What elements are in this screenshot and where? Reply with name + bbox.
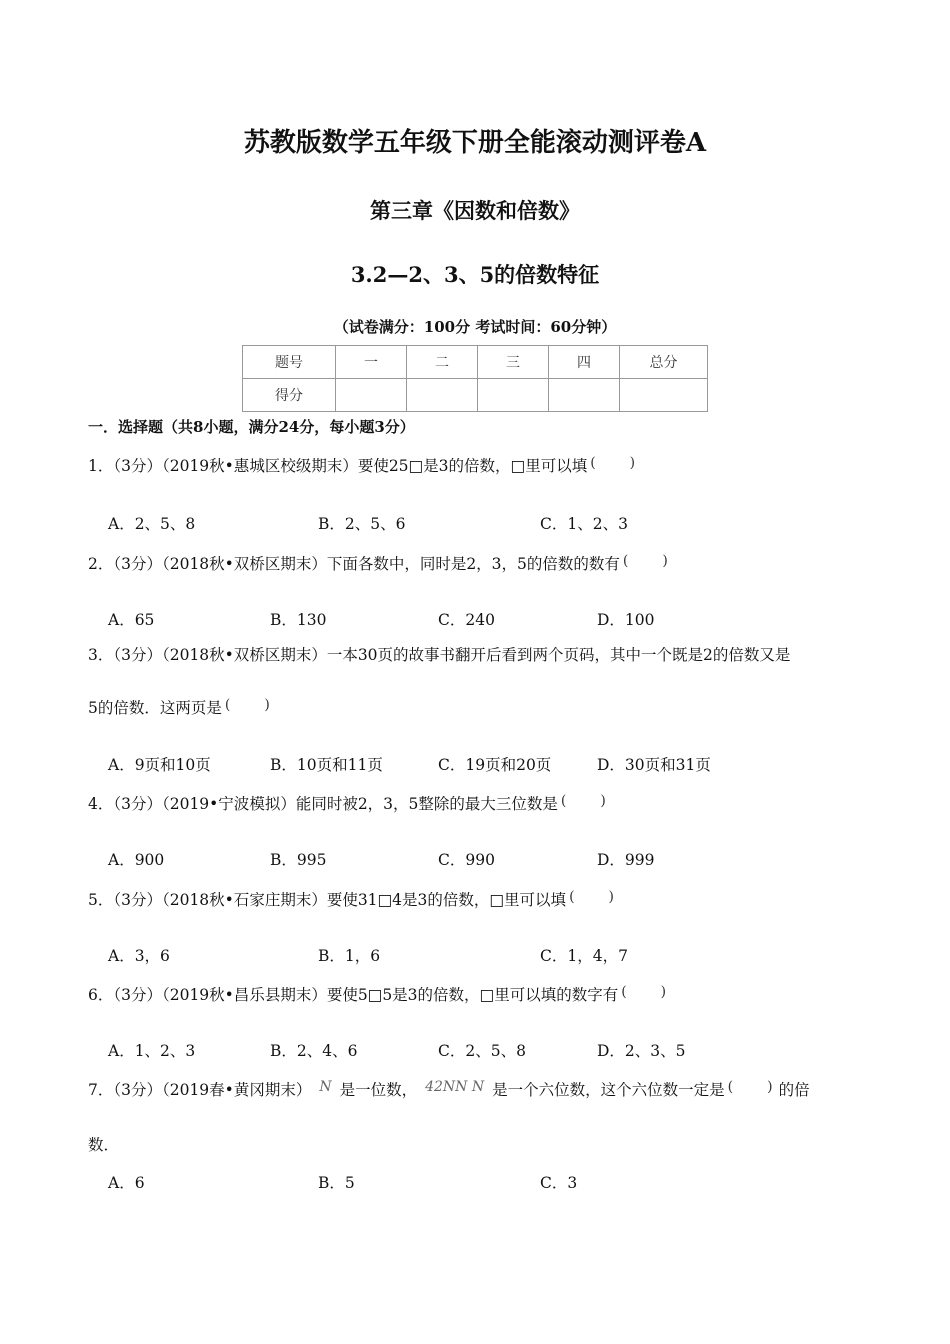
question-stem: 1．（3分）（2019秋•惠城区校级期末）要使25□是3的倍数，□里可以填	[88, 457, 588, 475]
option-c[interactable]: C．1，4，7	[540, 947, 628, 965]
option-b[interactable]: B．1，6	[318, 947, 381, 965]
option-c[interactable]: C．1、2、3	[540, 515, 628, 533]
question-stem: 2．（3分）（2018秋•双桥区期末）下面各数中，同时是2，3，5的倍数的数有	[88, 555, 620, 573]
question-7	[88, 1078, 810, 1100]
score-table-header-row	[243, 346, 708, 379]
option-b[interactable]: B．10页和11页	[270, 756, 383, 774]
question-2	[88, 552, 674, 574]
question-stem-continued: 数．	[88, 1136, 120, 1154]
score-table	[242, 345, 708, 412]
score-header-cell: 三	[478, 346, 549, 379]
question-3-continued	[88, 696, 276, 718]
question-3	[88, 643, 790, 665]
answer-blank[interactable]: ( )	[590, 455, 636, 471]
score-table-score-row	[243, 379, 708, 412]
answer-blank[interactable]: ( )	[224, 697, 270, 713]
chapter-title: 第三章《因数和倍数》	[370, 198, 580, 223]
option-a[interactable]: A．2、5、8	[108, 515, 196, 533]
score-header-cell: 二	[407, 346, 478, 379]
option-b[interactable]: B．2、5、6	[318, 515, 406, 533]
option-a[interactable]: A．3，6	[108, 947, 170, 965]
answer-blank[interactable]: ( )	[622, 553, 668, 569]
question-stem: 5．（3分）（2018秋•石家庄期末）要使31□4是3的倍数，□里可以填	[88, 891, 567, 909]
option-a[interactable]: A．9页和10页	[108, 756, 211, 774]
document-title: 苏教版数学五年级下册全能滚动测评卷A	[243, 128, 707, 158]
score-cell[interactable]	[549, 379, 620, 412]
question-4	[88, 792, 612, 814]
answer-blank[interactable]: ( )	[569, 889, 614, 905]
option-b[interactable]: B．2、4、6	[270, 1042, 358, 1060]
exam-info: （试卷满分：100分 考试时间：60分钟）	[333, 318, 617, 336]
option-d[interactable]: D．2、3、5	[597, 1042, 686, 1060]
question-stem: 7．（3分）（2019春•黄冈期末）	[88, 1081, 312, 1099]
score-header-cell: 四	[549, 346, 620, 379]
variable-n: N	[319, 1079, 332, 1095]
option-a[interactable]: A．1、2、3	[108, 1042, 196, 1060]
option-d[interactable]: D．100	[597, 611, 655, 629]
lesson-title: 3.2—2、3、5的倍数特征	[350, 262, 600, 287]
option-a[interactable]: A．900	[108, 851, 165, 869]
question-5	[88, 888, 620, 910]
option-a[interactable]: A．6	[108, 1174, 145, 1192]
option-d[interactable]: D．999	[597, 851, 655, 869]
option-c[interactable]: C．3	[540, 1174, 578, 1192]
score-header-cell: 一	[336, 346, 407, 379]
score-cell[interactable]	[407, 379, 478, 412]
score-cell[interactable]	[620, 379, 708, 412]
question-1	[88, 454, 641, 476]
question-stem-part: 的倍	[778, 1081, 810, 1099]
answer-blank[interactable]: ( )	[621, 984, 667, 1000]
score-cell[interactable]	[478, 379, 549, 412]
question-6	[88, 983, 672, 1005]
question-stem-part: 是一个六位数，这个六位数一定是	[492, 1081, 725, 1099]
option-c[interactable]: C．990	[438, 851, 495, 869]
question-stem: 4．（3分）（2019•宁波模拟）能同时被2，3，5整除的最大三位数是	[88, 795, 558, 813]
score-row-label: 得分	[243, 379, 336, 412]
question-stem-part: 是一位数，	[339, 1081, 418, 1099]
option-a[interactable]: A．65	[108, 611, 155, 629]
option-d[interactable]: D．30页和31页	[597, 756, 711, 774]
option-b[interactable]: B．5	[318, 1174, 355, 1192]
score-cell[interactable]	[336, 379, 407, 412]
six-digit-number: 42NN N	[425, 1079, 485, 1095]
option-b[interactable]: B．130	[270, 611, 327, 629]
score-header-cell: 题号	[243, 346, 336, 379]
option-c[interactable]: C．19页和20页	[438, 756, 552, 774]
answer-blank[interactable]: ( )	[560, 793, 606, 809]
question-stem-continued: 5的倍数．这两页是	[88, 699, 222, 717]
section-heading: 一．选择题（共8小题，满分24分，每小题3分）	[88, 418, 415, 436]
score-header-cell: 总分	[620, 346, 708, 379]
question-stem: 6．（3分）（2019秋•昌乐县期末）要使5□5是3的倍数，□里可以填的数字有	[88, 986, 619, 1004]
question-7-continued	[88, 1133, 119, 1155]
answer-blank[interactable]: ( )	[727, 1079, 773, 1095]
question-stem: 3．（3分）（2018秋•双桥区期末）一本30页的故事书翻开后看到两个页码，其中一个既是2的倍数又是	[88, 646, 791, 664]
option-c[interactable]: C．2、5、8	[438, 1042, 526, 1060]
option-c[interactable]: C．240	[438, 611, 495, 629]
option-b[interactable]: B．995	[270, 851, 327, 869]
